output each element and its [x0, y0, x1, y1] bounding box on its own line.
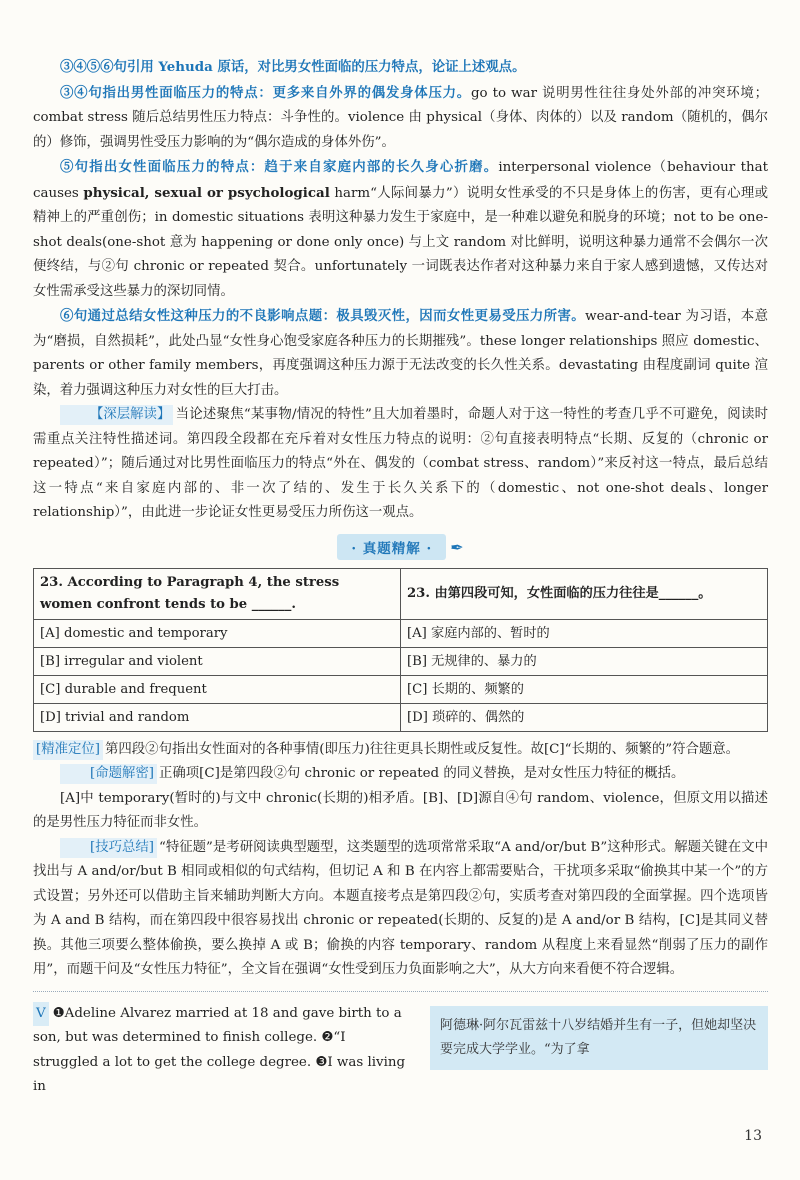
secret-para — [33, 762, 768, 787]
secret-para-2 — [33, 787, 768, 836]
locate-para — [33, 738, 768, 763]
section-divider — [33, 991, 768, 992]
option-row — [34, 703, 768, 731]
secret-body: 正确项[C]是第四段②句 chronic or repeated 的同义替换，是对女性压力特征的概括。 — [159, 766, 685, 781]
analysis-body-3b: harm“人际间暴力”）说明女性承受的不只是身体上的伤害，更有心理或精神上的严重创伤；in domestic situations 表明这种暴力发生于家庭中，是一种难以避免和脱身的环境；not to be one-shot deals(one-shot 意为 happening or done only once) 与上文 random 对比鲜明，说明这种暴力通常不会偶尔一次便终结，与②句 chronic or repeated 契合。unfortunately 一词既表达作者对这种暴力来自于家人感到遗憾，又传达对女性需承受这些暴力的深切同情。 — [33, 185, 768, 299]
pen-icon: ✒ — [450, 537, 464, 557]
question-stem-row — [34, 568, 768, 619]
section-v-chinese-box — [430, 1006, 768, 1070]
analysis-heading-3: ⑤句指出女性面临压力的特点：趋于来自家庭内部的长久身心折磨。 — [60, 159, 499, 175]
analysis-body-3a: interpersonal violence（behaviour that causes — [33, 160, 769, 201]
analysis-heading-2: ③④句指出男性面临压力的特点：更多来自外界的偶发身体压力。 — [60, 84, 471, 101]
analysis-heading-4: ⑥句通过总结女性这种压力的不良影响点题：极具毁灭性，因而女性更易受压力所害。 — [60, 308, 586, 324]
skill-body: “特征题”是考研阅读典型题型，这类题型的选项常常采取“A and/or/but B”这种形式。解题关键在文中找出与 A and/or/but B 相同或相似的句式结构，但切记 A 和 B 在内容上都需要贴合，干扰项多采取“偷换其中某一个”的方式设置；另外还可以借助主旨来辅助判断大方向。本题直接考点是第四段②句，实质考查对第四段的全面掌握。四个选项皆为 A and B 结构，而在第四段中很容易找出 chronic or repeated(长期的、反复的)是 A and/or B 结构，[C]是其同义替换。其他三项要么整体偷换，要么换掉 A 或 B；偷换的内容 temporary、random 从程度上来看显然“削弱了压力的副作用”，而题干问及“女性压力特征”，全文旨在强调“女性受到压力负面影响之大”，从大方向来看便不符合逻辑。 — [33, 839, 768, 977]
question-stem-en: 23. According to Paragraph 4, the stress women confront tends to be ______. — [34, 568, 401, 619]
analysis-body-4: wear-and-tear 为习语，本意为“磨损，自然损耗”，此处凸显“女性身心饱受家庭各种压力的长期摧残”。these longer relationships 照应 domestic、parents or other family members，再度强调这种压力源于无法改变的长久性关系。devastating 由程度副词 quite 渲染，着力强调这种压力对女性的巨大打击。 — [33, 309, 769, 398]
skill-tag: [技巧总结] — [60, 838, 157, 858]
section-v-english-text: ❶Adeline Alvarez married at 18 and gave birth to a son, but was determined to finish college. ❷“I struggled a lot to get the college degree. ❸I was living in — [33, 1005, 406, 1094]
option-b-cn: [B] 无规律的、暴力的 — [401, 647, 768, 675]
option-b-en: [B] irregular and violent — [34, 647, 401, 675]
option-row — [34, 675, 768, 703]
section-banner — [33, 534, 768, 560]
section-v-tag: V — [33, 1002, 49, 1027]
option-row — [34, 619, 768, 647]
analysis-para-4 — [33, 304, 768, 403]
analysis-body-3-bold: physical, sexual or psychological — [83, 184, 330, 201]
option-a-en: [A] domestic and temporary — [34, 619, 401, 647]
page-content — [33, 55, 769, 1094]
option-a-cn: [A] 家庭内部的、暂时的 — [401, 619, 768, 647]
analysis-heading-1: ③④⑤⑥句引用 Yehuda 原话，对比男女性面临的压力特点，论证上述观点。 — [60, 59, 526, 75]
banner-title: · 真题精解 · — [337, 534, 446, 560]
secret-body-2: [A]中 temporary(暂时的)与文中 chronic(长期的)相矛盾。[B]、[D]源自④句 random、violence，但原文用以描述的是男性压力特征而非女性。 — [33, 790, 768, 830]
deep-reading-body: 当论述聚焦“某事物/情况的特性”且大加着墨时，命题人对于这一特性的考查几乎不可避免，阅读时需重点关注特性描述词。第四段全段都在充斥着对女性压力特点的说明：②句直接表明特点“长期、反复的（chronic or repeated）”；随后通过对比男性面临压力的特点“外在、偶发的（combat stress、random）”来反衬这一特点，最后总结这一特点“来自家庭内部的、非一次了结的、发生于长久关系下的（domestic、not one-shot deals、longer relationship）”，由此进一步论证女性更易受压力所伤这一观点。 — [33, 407, 768, 520]
secret-tag: [命题解密] — [60, 764, 157, 784]
locate-body: 第四段②句指出女性面对的各种事情(即压力)往往更具长期性或反复性。故[C]“长期的、频繁的”符合题意。 — [105, 741, 740, 757]
option-d-cn: [D] 琐碎的、偶然的 — [401, 703, 768, 731]
question-table — [33, 568, 768, 732]
deep-reading-tag: 【深层解读】 — [60, 405, 173, 425]
section-v-english — [33, 1002, 413, 1100]
question-stem-cn: 23. 由第四段可知，女性面临的压力往往是______。 — [401, 568, 768, 619]
analysis-para-2 — [33, 81, 768, 156]
analysis-body-2: go to war 说明男性往往身处外部的冲突环境；combat stress 随后总结男性压力特点：斗争性的。violence 由 physical（身体、肉体的）以及 random（随机的，偶尔的）修饰，强调男性受压力影响的为“偶尔造成的身体外伤”。 — [33, 85, 768, 150]
page-number: 13 — [744, 1128, 762, 1144]
section-v-chinese-text: 阿德琳·阿尔瓦雷兹十八岁结婚并生有一子，但她却坚决要完成大学学业。“为了拿 — [440, 1017, 757, 1057]
option-row — [34, 647, 768, 675]
option-c-cn: [C] 长期的、频繁的 — [401, 675, 768, 703]
option-c-en: [C] durable and frequent — [34, 675, 401, 703]
option-d-en: [D] trivial and random — [34, 703, 401, 731]
section-v — [33, 1002, 768, 1094]
deep-reading-para — [33, 403, 768, 526]
skill-para — [33, 836, 768, 983]
locate-tag: [精准定位] — [33, 740, 103, 760]
analysis-para-1 — [33, 55, 768, 81]
analysis-para-3 — [33, 155, 768, 304]
